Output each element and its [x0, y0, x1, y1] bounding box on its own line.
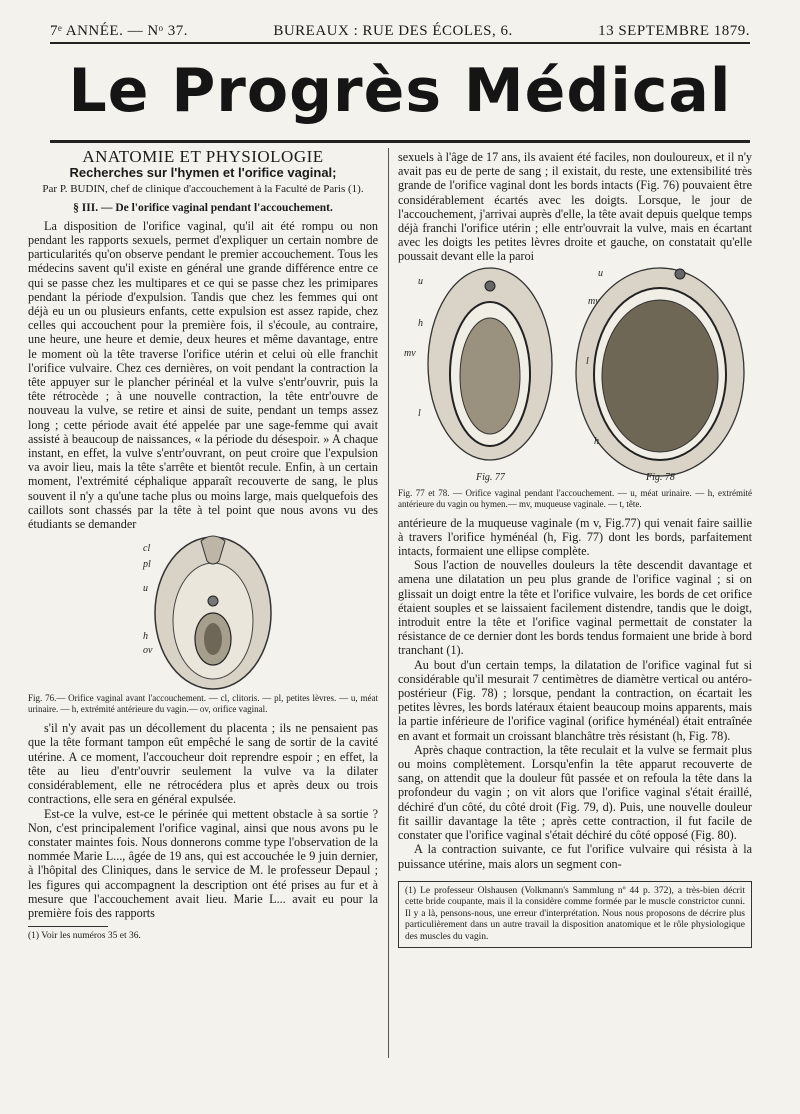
header-rule [50, 42, 750, 44]
paragraph: Après chaque contraction, la tête reculait et la vulve se fermait plus ou moins complètement. Lorsqu'enfin la tête apparut recouverte de sang, on attendit que la douleur fût passée et on refoula la tête dans la profondeur du vagin ; on vit alors que l'orifice vaginal s'était éraillé, déchiré d'un côté, du côté droit (Fig. 79, d). Puis, une nouvelle douleur fit saillir davantage la tête ; après cette contraction, il fut facile de constater que l'orifice vaginal s'était déchiré du côté opposé (Fig. 80). [398, 742, 752, 843]
paragraph: Au bout d'un certain temps, la dilatation de l'orifice vaginal fut si considérable qu'il mesurait 7 centimètres de diamètre vertical ou antéro-postérieur (Fig. 78) ; lorsque, pendant la contraction, on écartait les petites lèvres, les bords latéraux étaient beaucoup moins apparents, mais la partie inférieure de l'orifice vaginal (orifice hyménéal) était entraînée en avant et formait un croissant blanchâtre très résistant (h, Fig. 78). [398, 657, 752, 743]
issue-number: 7ᵉ ANNÉE. — Nᵒ 37. [50, 23, 188, 39]
figure-label: mv [588, 295, 600, 307]
paragraph: s'il n'y avait pas un décollement du placenta ; ils ne pensaient pas que la tête formant tampon eût empêché le sang de sortir de la cavité utérine. A ce moment, l'accoucheur doit reprendre espoir ; en effet, la tête au lieu d'entr'ouvrir seulement la vulve va la dilater considérablement, elle ne rétrocédera plus et après deux ou trois contractions, elle sera en général expulsée. [28, 721, 378, 807]
paragraph: antérieure de la muqueuse vaginale (m v, Fig.77) qui venait faire saillie à travers l'orifice hyménéal (h, Fig. 77) dont les bords, parfaitement intacts, formaient une ellipse complète. [398, 515, 752, 559]
footnote-rule [28, 926, 108, 927]
figure-caption: Fig. 76.— Orifice vaginal avant l'accouchement. — cl, clitoris. — pl, petites lèvres. — u, méat urinaire. — h, extrémité antérieure du vagin.— ov, orifice vaginal. [28, 693, 378, 715]
paragraph: Est-ce la vulve, est-ce le périnée qui mettent obstacle à sa sortie ? Non, c'est principalement l'orifice vaginal, ainsi que nous avons pu le constater maintes fois. Nous donnerons comme type l'observation de la nommée Marie L..., âgée de 19 ans, qui est accouchée le 9 juin dernier, à l'hôpital des Cliniques, dans le service de M. le professeur Depaul ; les figures qui accompagnent la description ont été prises au fur et à mesure que l'accouchement avait lieu. Marie L... avait eu pour la première fois des rapports [28, 806, 378, 920]
section-subheading: § III. — De l'orifice vaginal pendant l'accouchement. [73, 201, 333, 214]
figure-label: u [143, 583, 148, 595]
figure-number: Fig. 77 [476, 471, 505, 483]
footnote: (1) Voir les numéros 35 et 36. [28, 931, 141, 942]
masthead-title: Le Progrès Médical [68, 56, 732, 126]
figure-label: l [418, 407, 421, 419]
paragraph: La disposition de l'orifice vaginal, qu'il ait été rompu ou non pendant les rapports sexuels, permet d'expliquer un certain nombre de particularités qu'on observe pendant le premier accouchement. Tous les médecins savent qu'il existe en général une grande différence entre ce qui se passe chez les multipares et ce qui se passe chez les primipares pendant la période d'expulsion. Tandis que chez les femmes qui ont déjà eu un ou plusieurs enfants, cette expulsion est assez rapide, chez celles qui accouchent pour la première fois, il s'écoule, au contraire, une heure, une heure et demie, deux heures et même davantage, entre le moment où la tête traverse l'orifice utérin et celui où elle franchit l'orifice vulvaire. Chez ces dernières, on voit pendant la contraction la tête appuyer sur le plancher périnéal et la vulve s'entr'ouvrir, puis la tête rétrocède ; à une nouvelle contraction, la tête entr'ouvre de nouveau la vulve, se retire et ainsi de suite, pendant un temps assez long ; cette période avait été appelée par une sage-femme qui avait assisté à beaucoup de naissances, « la période du désespoir. » A chaque instant, en effet, la vulve s'entr'ouvrant, on peut croire que l'expulsion va avoir lieu, mais la tête s'arrête et bientôt recule. Enfin, à un certain moment, l'extrémité céphalique apparaît recouverte de sang, le plus souvent il n'y a qu'une tache plus ou moins large, mais quelquefois des caillots sont chassés par la tête à tel point que nous avons vu des étudiants se demander [28, 218, 378, 532]
masthead-rule [50, 140, 750, 143]
article-title: Recherches sur l'hymen et l'orifice vaginal; [69, 165, 337, 181]
figure-76-illustration [73, 531, 333, 691]
figure-label: ov [143, 645, 153, 657]
figure-label: h [594, 435, 599, 447]
figure-label: mv [404, 347, 416, 359]
office-address: BUREAUX : RUE DES ÉCOLES, 6. [273, 23, 513, 39]
figure-caption: Fig. 77 et 78. — Orifice vaginal pendant l'accouchement. — u, méat urinaire. — h, extrémité antérieure du vagin ou hymen.— mv, muqueuse vaginale. — t, tête. [398, 487, 752, 509]
figure-number: Fig. 78 [646, 471, 675, 483]
figure-label: h [143, 631, 148, 643]
paragraph: sexuels à l'âge de 17 ans, ils avaient été faciles, non douloureux, et il n'y avait pas eu de perte de sang ; il existait, du reste, une extensibilité très grande de l'orifice vaginal dont les bords intacts (Fig. 76) pouvaient être considérablement écartés avec les doigts. Lorsque, le jour de l'accouchement, j'arrivai auprès d'elle, la tête avait depuis quelque temps déjà franchi l'orifice utérin ; elle entr'ouvrait la vulve, mais en écartant avec les doigts les petites lèvres droite et gauche, on constatait qu'elle poussait devant elle la paroi [398, 150, 752, 264]
article-byline: Par P. BUDIN, chef de clinique d'accouchement à la Faculté de Paris (1). [42, 183, 364, 196]
footnote: (1) Le professeur Olshausen (Volkmann's Sammlung nº 44 p. 372), a très-bien décrit cette bride coupante, mais il la considère comme formée par le muscle constrictor cunni. Il y a là, pensons-nous, une erreur d'interprétation. Nous nous proposons de décrire plus particulièrement dans un autre travail la disposition anatomique et le rôle physiologique des muscles du vagin. [405, 885, 745, 942]
figure-label: l [586, 355, 589, 367]
running-header [50, 14, 750, 40]
figures-77-78-illustration [398, 264, 752, 486]
footnote-box [398, 881, 752, 949]
paragraph: A la contraction suivante, ce fut l'orifice vulvaire qui résista à la puissance utérine, mais alors un segment con- [398, 842, 752, 871]
figure-label: h [418, 317, 423, 329]
right-column [398, 150, 752, 948]
column-separator [388, 148, 389, 1058]
section-title: ANATOMIE ET PHYSIOLOGIE [82, 147, 324, 166]
figure-label: u [598, 267, 603, 279]
issue-date: 13 SEPTEMBRE 1879. [598, 23, 750, 39]
paragraph: Sous l'action de nouvelles douleurs la tête descendit davantage et amena une dilatation un peu plus grande de l'orifice vaginal ; si on glissait un doigt entre la tête et l'orifice vulvaire, les bords de cet orifice étaient souples et se laissaient facilement distendre, tandis que le doigt, introduit entre la tête et l'orifice vaginal permettait de constater la résistance de ce dernier dont les bords tendus formaient une bride à bord tranchant (1). [398, 558, 752, 658]
figure-label: pl [143, 559, 151, 571]
left-column [28, 147, 378, 943]
figure-label: u [418, 275, 423, 287]
figure-label: cl [143, 543, 151, 555]
